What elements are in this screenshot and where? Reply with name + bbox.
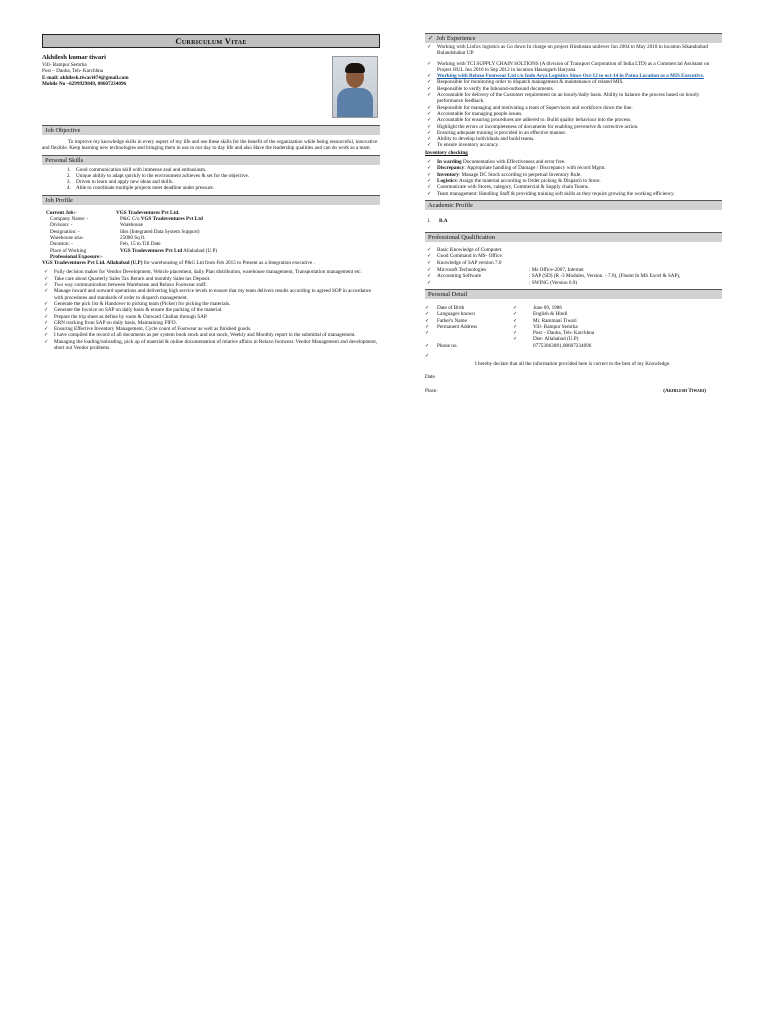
list-item: ✓ Accountable for delivery of the Customer requirement on an hourly/daily basis. Ability to balance the process based on hourly performance feedback. — [425, 92, 722, 105]
job-profile-block — [42, 210, 380, 352]
item-text: : Appropriate handling of Damage / Discrepancy with record Mgmt. — [464, 165, 606, 172]
contact-header — [42, 54, 380, 122]
qual-value: : SAP (SD) (R -3 Modules, Version. - 7.0), (Fluent In MS Excel & SAP), — [529, 273, 681, 280]
list-item: ✓ Working with TCI SUPPLY CHAIN SOLTIONS (A division of Transport Corporation of India LTD) as a Commercial Assistant on Project HUL Jun 2010 to Sep 2012 in location Hasangarh Haryana — [425, 61, 722, 74]
profile-row — [42, 248, 380, 254]
exposure-company: VGS Tradeventures Pvt Ltd. Allahabad (U.P) — [42, 260, 143, 267]
profile-key: Warehouse aria- — [50, 234, 84, 241]
profile-bullets — [42, 269, 380, 351]
personal-row: ✓ Date of Birth ✓ June 09, 1986 — [425, 305, 722, 311]
place-label: Place: — [425, 387, 438, 394]
personal-value: Mr. Rammani Tiwari — [533, 317, 577, 324]
list-item: 1. Good communication skill with immense zeal and enthusiasm. — [72, 167, 380, 173]
list-item: ✓ Working with Linfox logistics as Go down In charge on project Hindustan unilever Jun 2004 to May 2010 in location Sikandrabad Bulandshahar UP. — [425, 44, 722, 57]
qualification-row — [425, 280, 722, 286]
exposure-description: for warehousing of P&G Ltd from Feb 2015 to Present as a Integration executive . — [142, 260, 315, 267]
personal-row: ✓ Permanent Address ✓ Vill- Rampur Semrha — [425, 324, 722, 330]
list-item: ✓ Accountable for ensuring procedures are adhered to. Build quality behaviour into the process. — [425, 117, 722, 123]
personal-value: Vill- Rampur Semrha — [533, 323, 578, 330]
list-item: ✓ Accountable for managing people issues. — [425, 111, 722, 117]
item-bold: Discrepancy — [437, 165, 465, 172]
personal-row: ✓ — [425, 352, 430, 359]
list-item: ✓ Generate the pick list & Handover to picking team (Picker) for picking the materials. — [42, 301, 380, 307]
personal-row: ✓ Dist- Allahabad (U.P) — [425, 336, 722, 342]
address-line-1: Vill- Rampur Semrha — [42, 62, 87, 68]
profile-value: Feb, 15 to Till Date — [120, 241, 161, 248]
list-item: ✓ Generate the Invoice on SAP on daily basis & ensure the packing of the material. — [42, 307, 380, 313]
list-item: ✓ Ensuring Effective Inventory Management, Cycle count of Footwear as well as finished goods. — [42, 326, 380, 332]
academic-row — [427, 218, 722, 224]
current-job-value: VGS Tradeventures Pvt Ltd. — [116, 209, 180, 216]
right-column — [425, 33, 722, 394]
date-label: Date — [425, 373, 435, 380]
list-item: 2. Unique ability to adapt quickly to the environment achieves & set for the objective. — [72, 173, 380, 179]
list-item: ✓ Good Command in MS- Office. — [425, 253, 722, 259]
profile-value: Warehouse — [120, 222, 143, 229]
personal-value: June 09, 1986 — [533, 304, 562, 311]
personal-key: Languages known — [437, 311, 475, 318]
list-item: ✓ Ensuring adequate training is provided in an effective manner. — [425, 130, 722, 136]
personal-value: Dist- Allahabad (U.P) — [533, 336, 579, 343]
page-title: Curriculum Vitae — [42, 34, 380, 48]
experience-list — [425, 44, 722, 149]
section-job-profile: Job Profile — [42, 195, 380, 205]
highlight-job: Working with Relaxo Footwear Ltd c/o Indo Arya Logistics Since Oct-12 to oct-14 in Patna Location as a MIS Executive. — [437, 73, 705, 80]
list-item: ✓ I have compiled the record of all documents as per system book stock and out stock, Weekly and Monthly report to the submittal of management. — [42, 332, 380, 338]
item-text: : Assign the material according to Order picking & Dispatch to Store. — [456, 177, 601, 184]
photo-body — [337, 88, 373, 118]
profile-key: Company Name: - — [50, 216, 89, 223]
profile-value: P&G C/o — [120, 216, 141, 223]
list-item: ✓ GRN tracking from SAP on daily basis, Maintaining FIFO. — [42, 320, 380, 326]
skills-list — [42, 167, 380, 192]
list-item: ✓ Responsible to verify the Inbound-outbound documents. — [425, 86, 722, 92]
profile-value-bold: VGS Tradeventures Pvt Ltd — [140, 216, 203, 223]
address-line-2: Post – Dauba, Teh- Karchhna — [42, 68, 104, 75]
profile-key: Duration: - — [50, 241, 73, 248]
section-personal-detail: Personal Detail — [425, 289, 722, 299]
list-item: ✓ To ensure inventory accuracy. — [425, 142, 722, 148]
list-item: ✓ Prepare the trip sheet as define by route & Outward Challan through SAP. — [42, 314, 380, 320]
profile-value: Idss (Integrated Data System Support) — [120, 228, 200, 235]
profile-key: Designation: - — [50, 228, 80, 235]
list-item: ✓ Manage inward and outward operations and delivering high service levels to ensure that my team delivers results according to agreed SOP in accordance with procedures and standards of order to dispatch management. — [42, 288, 380, 301]
personal-row: ✓ Languages known ✓ English & Hindi — [425, 311, 722, 317]
inventory-list — [425, 159, 722, 197]
signature-name: (Akhilesh Tiwari) — [663, 387, 706, 394]
personal-detail-block — [425, 305, 722, 394]
candidate-name: Akhilesh kumar tiwari — [42, 54, 106, 61]
profile-photo — [332, 56, 378, 118]
list-item: ✓ Highlight the errors or incompleteness of documents for enabling preventive & corrective action. — [425, 124, 722, 130]
list-item: ✓ Managing the loading/unloading, pick up of material & online documentation of relative affairs in Relaxo footwear. Vendor Management and development, short out Vendor problems. — [42, 339, 380, 352]
mobile-text: Mobile No –6299929849, 08607234096 — [42, 80, 127, 87]
left-column — [42, 34, 380, 352]
personal-key: Date of Birth — [437, 304, 465, 311]
qual-key: ✓ Accounting Software — [425, 273, 529, 279]
list-item: ✓ Two way communication between Warehouse and Relaxo Footwear staff. — [42, 282, 380, 288]
section-academic-profile: Academic Profile — [425, 200, 722, 210]
profile-value: 25000 Sq ft. — [120, 234, 146, 241]
item-text: Documentation with Effectiveness and error free. — [461, 159, 566, 166]
item-bold: Inventory — [437, 171, 459, 178]
personal-row: ✓ Father's Name ✓ Mr. Rammani Tiwari — [425, 318, 722, 324]
declaration-text: I hereby declare that all the information provided here is correct to the best of my Knowledge. — [475, 361, 671, 368]
personal-row: ✓ Phone no. 07753063081,08607234096 — [425, 343, 722, 349]
list-item: ✓ Responsible for managing and motivating a team of Supervisors and workforce down the line. — [425, 105, 722, 111]
section-job-experience — [425, 33, 722, 43]
qual-value: : Ms Office-2007, Internet — [529, 267, 584, 274]
exposure-label: Professional Exposure:- — [50, 253, 103, 260]
list-item: ✓ Responsible for monitoring order to dispatch management & maintenance of related MIS. — [425, 79, 722, 85]
academic-degree: B.A — [439, 217, 448, 224]
personal-key: Permanent Address — [437, 323, 478, 330]
item-bold: Logistics — [437, 177, 457, 184]
objective-text: To improve my knowledge skills in every aspect of my life and use these skills for the benefit of the organization while being resourceful, innovative and flexible. Keep learning new technologies and bringing them in use in our day to day life and also Have the leadership qualities and can do work as a team. — [42, 139, 378, 152]
inventory-label: Inventory checking — [425, 149, 468, 156]
academic-number: 1. — [427, 217, 431, 224]
profile-key: Place of Working — [50, 247, 87, 254]
profile-key: Division: - — [50, 222, 73, 229]
personal-value: 07753063081,08607234096 — [533, 342, 592, 349]
item-text: : Manage DC Stock according to perpetual Inventory Rule. — [458, 171, 582, 178]
list-item: ✓ Take care about Quarterly Sales Tax Return and monthly Sales tax Deposit. — [42, 276, 380, 282]
qual-value: : SWING (Version 6.9) — [529, 279, 578, 286]
section-personal-skills: Personal Skills — [42, 155, 380, 165]
personal-value: Post – Dauba, Teh- Karchhna — [533, 330, 595, 337]
personal-key: Father's Name — [437, 317, 467, 324]
qual-key: ✓ Microsoft Technologies — [425, 267, 529, 273]
list-item: ✓ Team management: Handling Staff & providing training soft skills as they require growing the working efficiency. — [425, 191, 722, 197]
qual-key — [425, 280, 529, 286]
section-job-objective: Job Objective — [42, 125, 380, 135]
email-text: E-mail: akhilesh.tiwari474@gmail.com — [42, 74, 129, 81]
photo-hair — [345, 63, 365, 73]
check-icon: ✓ — [428, 35, 434, 42]
list-item: 3. Driven to learn and apply new ideas and skills. — [72, 179, 380, 185]
signature-row — [425, 388, 722, 394]
current-job-label: Current Job:- — [46, 209, 77, 216]
list-item: ✓ Ability to develop individuals and build teams. — [425, 136, 722, 142]
profile-value-bold: VGS Tradeventures Pvt Ltd — [120, 247, 183, 254]
list-item: ✓ Basic Knowledge of Computer. — [425, 247, 722, 253]
exposure-text — [42, 260, 380, 266]
list-item: ✓ Knowledge of SAP version 7.0 — [425, 260, 722, 266]
personal-key: Phone no. — [437, 342, 458, 349]
section-label: Job Experience — [436, 35, 476, 42]
personal-value: English & Hindi — [533, 311, 568, 318]
list-item: ✓ Fully decision maker for Vendor Development, Vehicle placement, daily Plan distribution, warehouse management, Transportation management etc. — [42, 269, 380, 275]
section-professional-qualification: Professional Qualification — [425, 232, 722, 242]
personal-row: ✓ ✓ Post – Dauba, Teh- Karchhna — [425, 330, 722, 336]
profile-value: Allahabad (U.P) — [182, 247, 218, 254]
list-item: 4. Able to coordinate multiple projects meet deadline under pressure. — [72, 185, 380, 191]
item-bold: In warding — [437, 159, 462, 166]
qualification-list — [425, 247, 722, 266]
list-item: ✓ Communicate with Stores, category, Commercial & Supply chain Teams. — [425, 184, 722, 190]
